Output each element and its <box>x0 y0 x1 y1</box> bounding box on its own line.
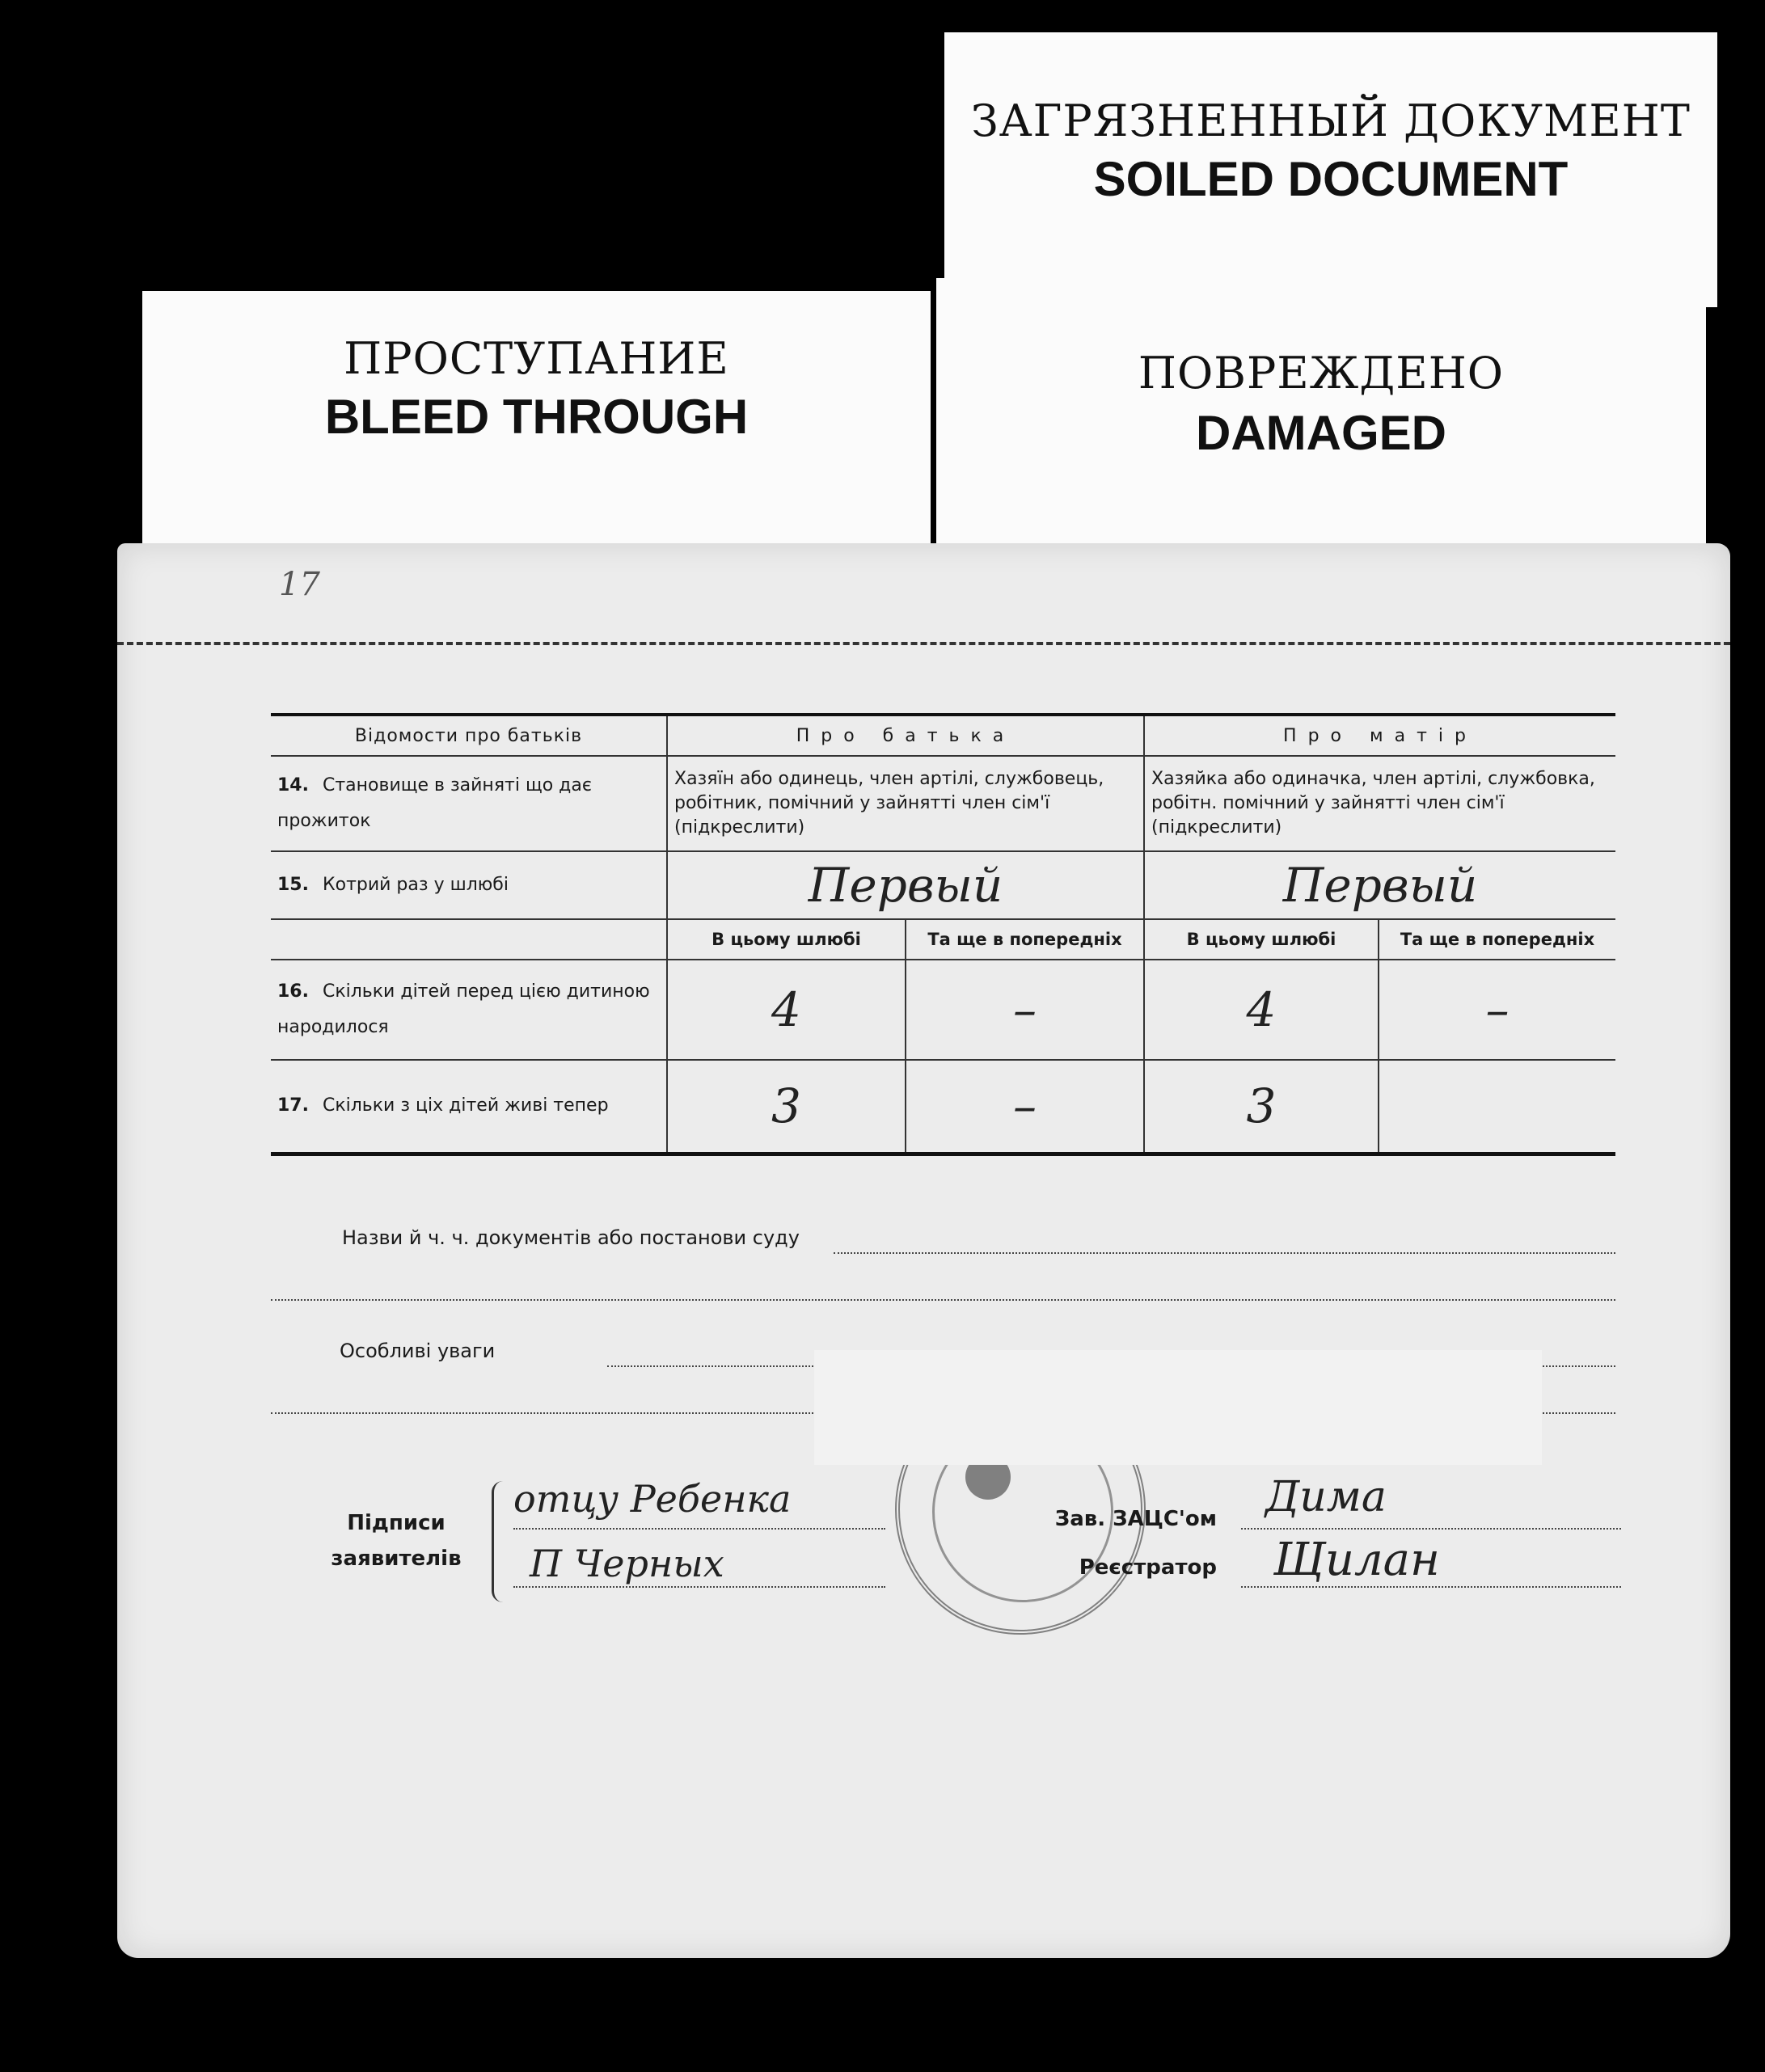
zags-head-title: Зав. ЗАЦС'ом <box>1054 1507 1217 1531</box>
father-children-born-prev: – <box>906 960 1144 1060</box>
father-children-alive-prev: – <box>906 1060 1144 1154</box>
bleed-en-label: BLEED THROUGH <box>324 390 749 444</box>
soiled-document-card <box>944 32 1717 307</box>
remarks-label: Особливі уваги <box>340 1340 496 1362</box>
father-children-alive-this: 3 <box>667 1060 906 1154</box>
father-occupation-options: Хазяїн або одинець, член артілі, службовець, робітник, помічний у зайнятті член сім'ї (підкреслити) <box>667 756 1144 851</box>
official-signature-1: Дима <box>1265 1473 1387 1521</box>
registry-form-page <box>117 543 1730 1958</box>
signature-line-1 <box>513 1528 885 1530</box>
header-parents-info: Відомости про батьків <box>271 715 667 756</box>
bleed-through-card <box>142 291 931 550</box>
header-mother: Про матір <box>1144 715 1615 756</box>
father-previous-head: Та ще в попередніх <box>906 919 1144 960</box>
signatures-label-line1: Підписи <box>347 1511 445 1535</box>
bleed-ru-label: ПРОСТУПАНИЕ <box>344 333 729 384</box>
soiled-en-label: SOILED DOCUMENT <box>1093 152 1569 206</box>
father-marriage-count: Первый <box>667 851 1144 919</box>
header-father: Про батька <box>667 715 1144 756</box>
mother-children-alive-this: 3 <box>1144 1060 1379 1154</box>
row-label: Котрий раз у шлюбі <box>322 875 509 895</box>
applicant-signature-1: отцу Ребенка <box>513 1477 792 1521</box>
mother-this-marriage-head: В цьому шлюбі <box>1144 919 1379 960</box>
parents-info-table <box>271 713 1615 1156</box>
row-label: Скільки з ціх дітей живі тепер <box>322 1095 609 1116</box>
table-row <box>271 756 1615 851</box>
registrar-title: Реєстратор <box>1079 1555 1217 1580</box>
official-titles <box>1023 1501 1217 1585</box>
official-signature-2: Щилан <box>1273 1534 1440 1586</box>
documents-field-line <box>834 1252 1615 1254</box>
documents-field-line-2 <box>271 1299 1615 1301</box>
mother-children-born-this: 4 <box>1144 960 1379 1060</box>
mother-marriage-count: Первый <box>1144 851 1615 919</box>
mother-children-alive-prev <box>1379 1060 1615 1154</box>
mother-occupation-options: Хазяйка або одиначка, член артілі, службовка, робітн. помічний у зайнятті член сім'ї (підкреслити) <box>1144 756 1615 851</box>
father-children-born-this: 4 <box>667 960 906 1060</box>
soiled-ru-label: ЗАГРЯЗНЕННЫЙ ДОКУМЕНТ <box>971 95 1691 146</box>
row-number: 15. <box>277 875 309 895</box>
row-number: 14. <box>277 775 309 795</box>
official-signature-line-1 <box>1241 1528 1621 1530</box>
row-label: Становище в зайняті що дає прожиток <box>277 775 592 831</box>
signatures-brace <box>492 1481 510 1602</box>
father-this-marriage-head: В цьому шлюбі <box>667 919 906 960</box>
row-number: 16. <box>277 981 309 1002</box>
damaged-en-label: DAMAGED <box>1196 406 1446 460</box>
top-handwritten-mark: 17 <box>279 566 320 603</box>
mother-children-born-prev: – <box>1379 960 1615 1060</box>
torn-sheet-edge <box>814 1350 1542 1465</box>
documents-label: Назви й ч. ч. документів або постанови суду <box>342 1226 800 1249</box>
damaged-ru-label: ПОВРЕЖДЕНО <box>1138 348 1505 399</box>
signatures-label-line2: заявителів <box>331 1547 462 1571</box>
signature-line-2 <box>513 1586 885 1588</box>
table-row <box>271 1060 1615 1154</box>
documents-line <box>271 1226 1615 1259</box>
table-row <box>271 960 1615 1060</box>
row-label: Скільки дітей перед цією дитиною народилося <box>277 981 650 1037</box>
mother-previous-head: Та ще в попередніх <box>1379 919 1615 960</box>
subheader-row <box>271 919 1615 960</box>
signatures-label <box>311 1505 481 1576</box>
table-row <box>271 851 1615 919</box>
table-header-row <box>271 715 1615 756</box>
row-number: 17. <box>277 1095 309 1116</box>
perforation-line <box>117 642 1730 645</box>
applicant-signature-2: П Черных <box>530 1542 724 1585</box>
official-signature-line-2 <box>1241 1586 1621 1588</box>
damaged-card <box>936 278 1706 585</box>
